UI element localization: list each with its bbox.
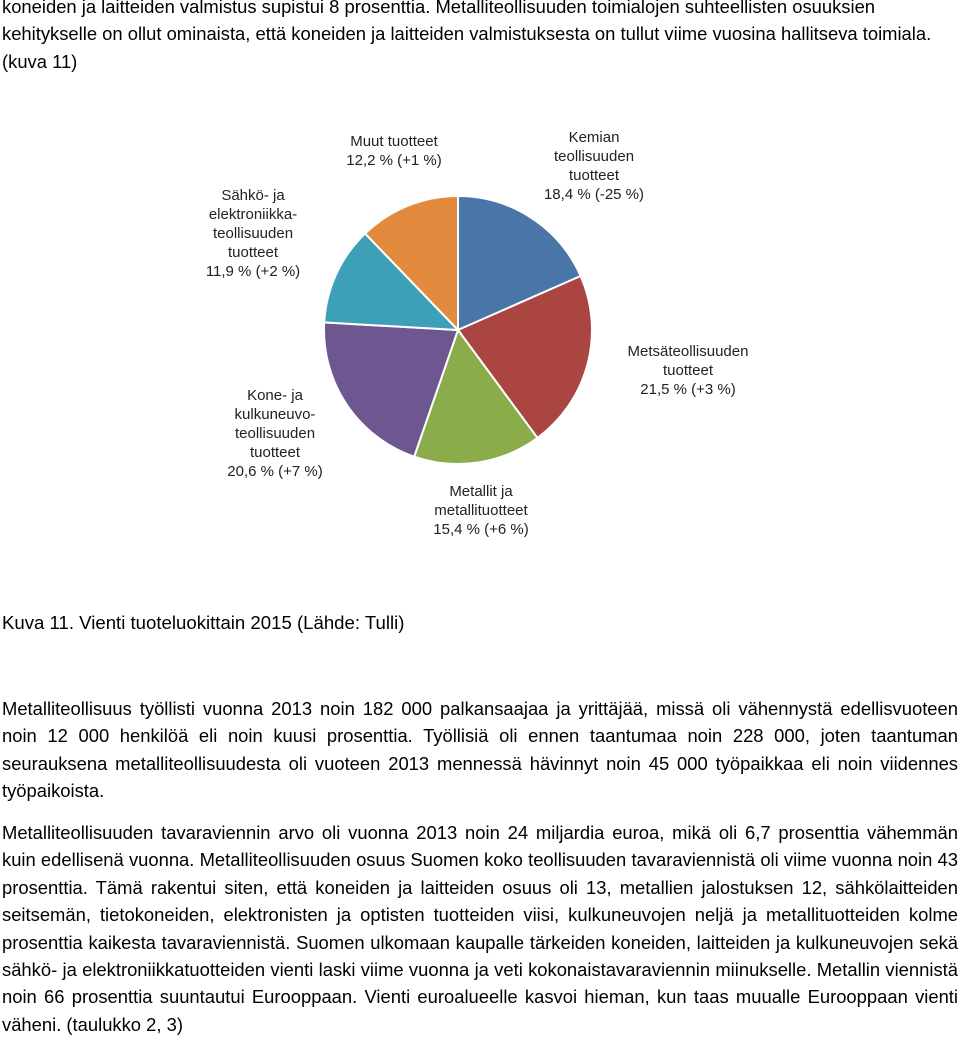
intro-paragraph: koneiden ja laitteiden valmistus supistui 8 prosenttia. Metalliteollisuuden toimialojen suhteellisten osuuksien kehitykselle on ollut ominaista, että koneiden ja laitteiden valmistuksesta on tullut viime vuosina hallitseva toimiala. (kuva 11) bbox=[2, 0, 932, 72]
pie-slice-label-line: 11,9 % (+2 %) bbox=[205, 263, 301, 280]
pie-slice-label-line: Muut tuotteet bbox=[350, 133, 438, 150]
pie-slice-label-line: 20,6 % (+7 %) bbox=[227, 463, 323, 480]
paragraph-employment: Metalliteollisuus työllisti vuonna 2013 noin 182 000 palkansaajaa ja yrittäjää, missä oli vähennystä edellisvuoteen noin 12 000 henkilöä eli noin kuusi prosenttia. Työllisiä oli ennen taantumaa noin 228 000, joten taantuman seurauksena metalliteollisuudesta oli vuoteen 2013 mennessä hävinnyt noin 45 000 työpaikkaa eli noin viidennes työpaikoista. bbox=[2, 698, 958, 802]
pie-slice-label-line: tuotteet bbox=[568, 167, 620, 184]
pie-slice-label-line: tuotteet bbox=[249, 444, 301, 461]
pie-slice-label-1 bbox=[628, 343, 749, 398]
pie-slice-label-line: Sähkö- ja bbox=[221, 187, 285, 204]
pie-slice-label-line: Metsäteollisuuden bbox=[627, 343, 749, 360]
pie-slice-label-line: Kemian bbox=[568, 129, 620, 146]
pie-slice-label-line: Metallit ja bbox=[449, 483, 513, 500]
pie-slice-label-line: 18,4 % (-25 %) bbox=[543, 186, 645, 203]
pie-slice-label-line: teollisuuden bbox=[234, 425, 316, 442]
figure-caption: Kuva 11. Vienti tuoteluokittain 2015 (Lähde: Tulli) bbox=[2, 612, 405, 633]
pie-slice-label-line: elektroniikka- bbox=[208, 206, 298, 223]
pie-slice-label-line: teollisuuden bbox=[212, 225, 294, 242]
pie-slice-label-line: Kone- ja bbox=[247, 387, 303, 404]
paragraph-exports: Metalliteollisuuden tavaraviennin arvo oli vuonna 2013 noin 24 miljardia euroa, mikä oli 6,7 prosenttia vähemmän kuin edellisenä vuonna. Metalliteollisuuden osuus Suomen koko teollisuuden tavaraviennistä oli viime vuonna noin 43 prosenttia. Tämä rakentui siten, että koneiden ja laitteiden osuus oli 13, metallien jalostuksen 12, sähkölaitteiden seitsemän, tietokoneiden, elektronisten ja optisten tuotteiden viisi, kulkuneuvojen neljä ja metallituotteiden kolme prosenttia kaikesta tavaraviennistä. Suomen ulkomaan kaupalle tärkeiden koneiden, laitteiden ja kulkuneuvojen sekä sähkö- ja elektroniikkatuotteiden vienti laski viime vuonna ja veti kokonaistavaraviennin miinukselle. Metallin viennistä noin 66 prosenttia suuntautui Eurooppaan. Vienti euroalueelle kasvoi hieman, kun taas muualle Eurooppaan vienti väheni. (taulukko 2, 3) bbox=[2, 822, 958, 1035]
pie-slice-label-2 bbox=[433, 483, 528, 538]
pie-chart-figure bbox=[190, 118, 770, 550]
pie-slice-label-line: 21,5 % (+3 %) bbox=[640, 381, 736, 398]
pie-slice-label-3 bbox=[227, 387, 322, 480]
pie-slice-label-line: 12,2 % (+1 %) bbox=[346, 152, 442, 169]
pie-slice-label-line: tuotteet bbox=[662, 362, 714, 379]
pie-slice-label-line: metallituotteet bbox=[434, 502, 528, 519]
pie-slice-label-line: tuotteet bbox=[227, 244, 279, 261]
pie-chart bbox=[190, 118, 770, 550]
pie-slice-label-line: kulkuneuvo- bbox=[234, 406, 316, 423]
pie-slice-label-0 bbox=[544, 129, 644, 203]
pie-slice-label-4 bbox=[206, 187, 300, 280]
pie-slice-label-line: 15,4 % (+6 %) bbox=[433, 521, 529, 538]
pie-slice-label-line: teollisuuden bbox=[553, 148, 635, 165]
pie-slice-label-5 bbox=[346, 133, 441, 169]
